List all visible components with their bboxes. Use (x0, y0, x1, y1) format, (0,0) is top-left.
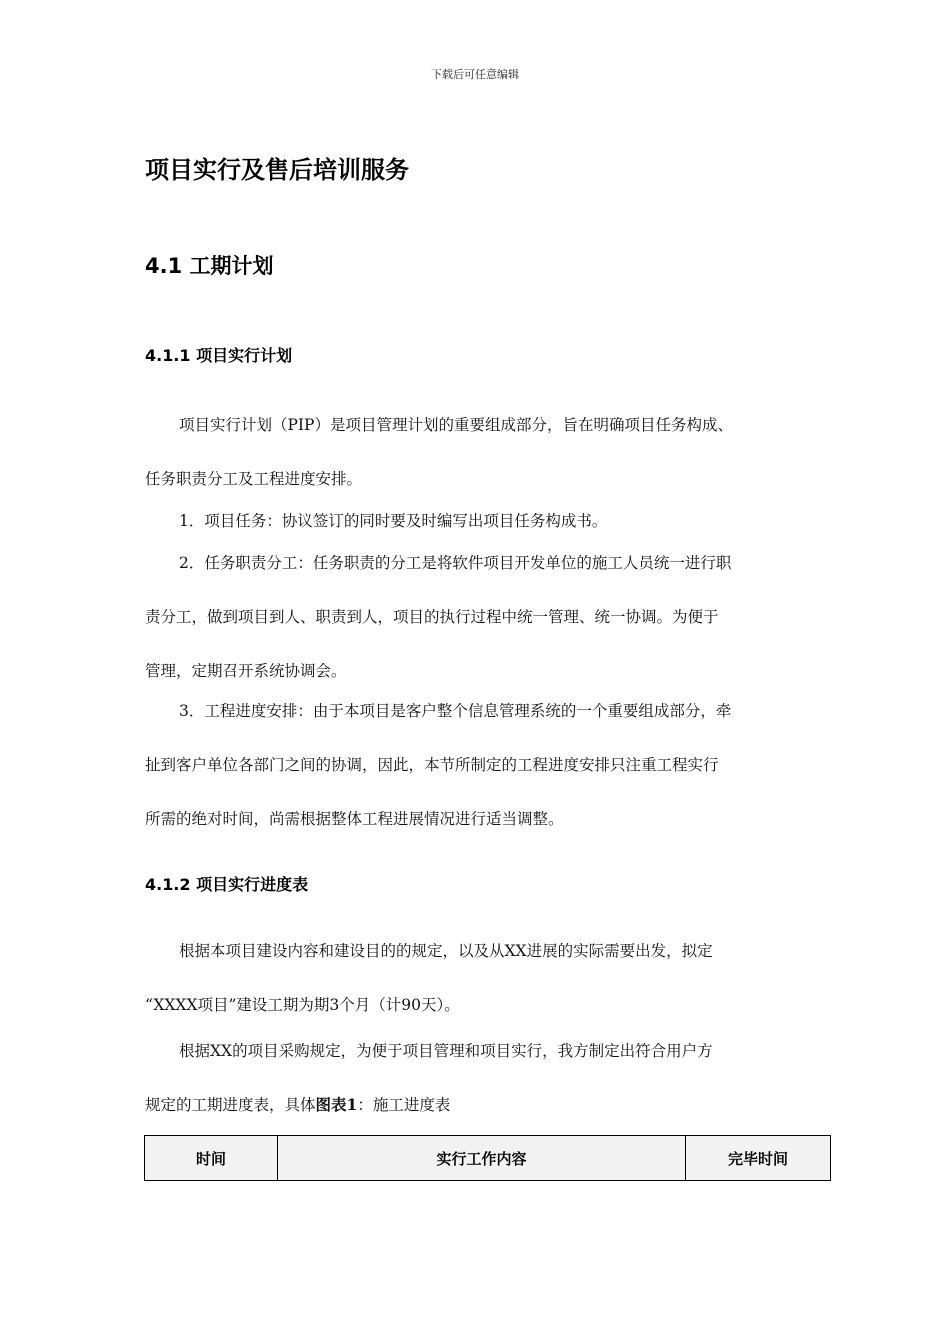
item-2-line-1: 2．任务职责分工：任务职责的分工是将软件项目开发单位的施工人员统一进行职 (179, 554, 732, 572)
column-header-work-content: 实行工作内容 (278, 1136, 686, 1181)
schedule-paragraph-2 (145, 1024, 805, 1132)
schedule-p2-line-1: 根据XX的项目采购规定，为便于项目管理和项目实行，我方制定出符合用户方 (179, 1042, 713, 1060)
figure-reference: 图表1 (315, 1095, 358, 1114)
schedule-table (144, 1135, 831, 1181)
item-2-paragraph (145, 536, 805, 698)
schedule-p2-suffix: ：施工进度表 (357, 1096, 451, 1114)
intro-line-2: 任务职责分工及工程进度安排。 (145, 470, 363, 488)
item-3-line-2: 扯到客户单位各部门之间的协调，因此，本节所制定的工程进度安排只注重工程实行 (145, 756, 719, 774)
item-1-paragraph (145, 507, 805, 535)
schedule-p2-line-2 (145, 1078, 805, 1132)
intro-paragraph (145, 398, 805, 506)
section-heading-4-1-1: 4.1.1 项目实行计划 (145, 346, 293, 365)
section-heading-4-1: 4.1 工期计划 (145, 254, 274, 278)
schedule-p2-prefix: 规定的工期进度表，具体 (145, 1096, 316, 1114)
item-3-paragraph (145, 684, 805, 846)
item-2-line-2: 责分工，做到项目到人、职责到人，项目的执行过程中统一管理、统一协调。为便于 (145, 608, 719, 626)
schedule-paragraph-1 (145, 924, 805, 1032)
item-3-line-3: 所需的绝对时间，尚需根据整体工程进展情况进行适当调整。 (145, 810, 564, 828)
table-header-row (145, 1136, 831, 1181)
schedule-p1-line-1: 根据本项目建设内容和建设目的的规定，以及从XX进展的实际需要出发，拟定 (179, 942, 713, 960)
header-note: 下载后可任意编辑 (431, 68, 519, 81)
item-2-line-3: 管理，定期召开系统协调会。 (145, 662, 347, 680)
schedule-p1-line-2: “XXXX项目”建设工期为期3个月（计90天）。 (145, 996, 460, 1014)
document-title: 项目实行及售后培训服务 (145, 156, 409, 184)
section-heading-4-1-2: 4.1.2 项目实行进度表 (145, 875, 309, 894)
item-3-line-1: 3．工程进度安排：由于本项目是客户整个信息管理系统的一个重要组成部分，牵 (179, 702, 732, 720)
column-header-time: 时间 (145, 1136, 278, 1181)
column-header-completion-time: 完毕时间 (686, 1136, 831, 1181)
intro-line-1: 项目实行计划（PIP）是项目管理计划的重要组成部分，旨在明确项目任务构成、 (179, 416, 733, 434)
item-1-line: 1．项目任务：协议签订的同时要及时编写出项目任务构成书。 (179, 512, 608, 530)
